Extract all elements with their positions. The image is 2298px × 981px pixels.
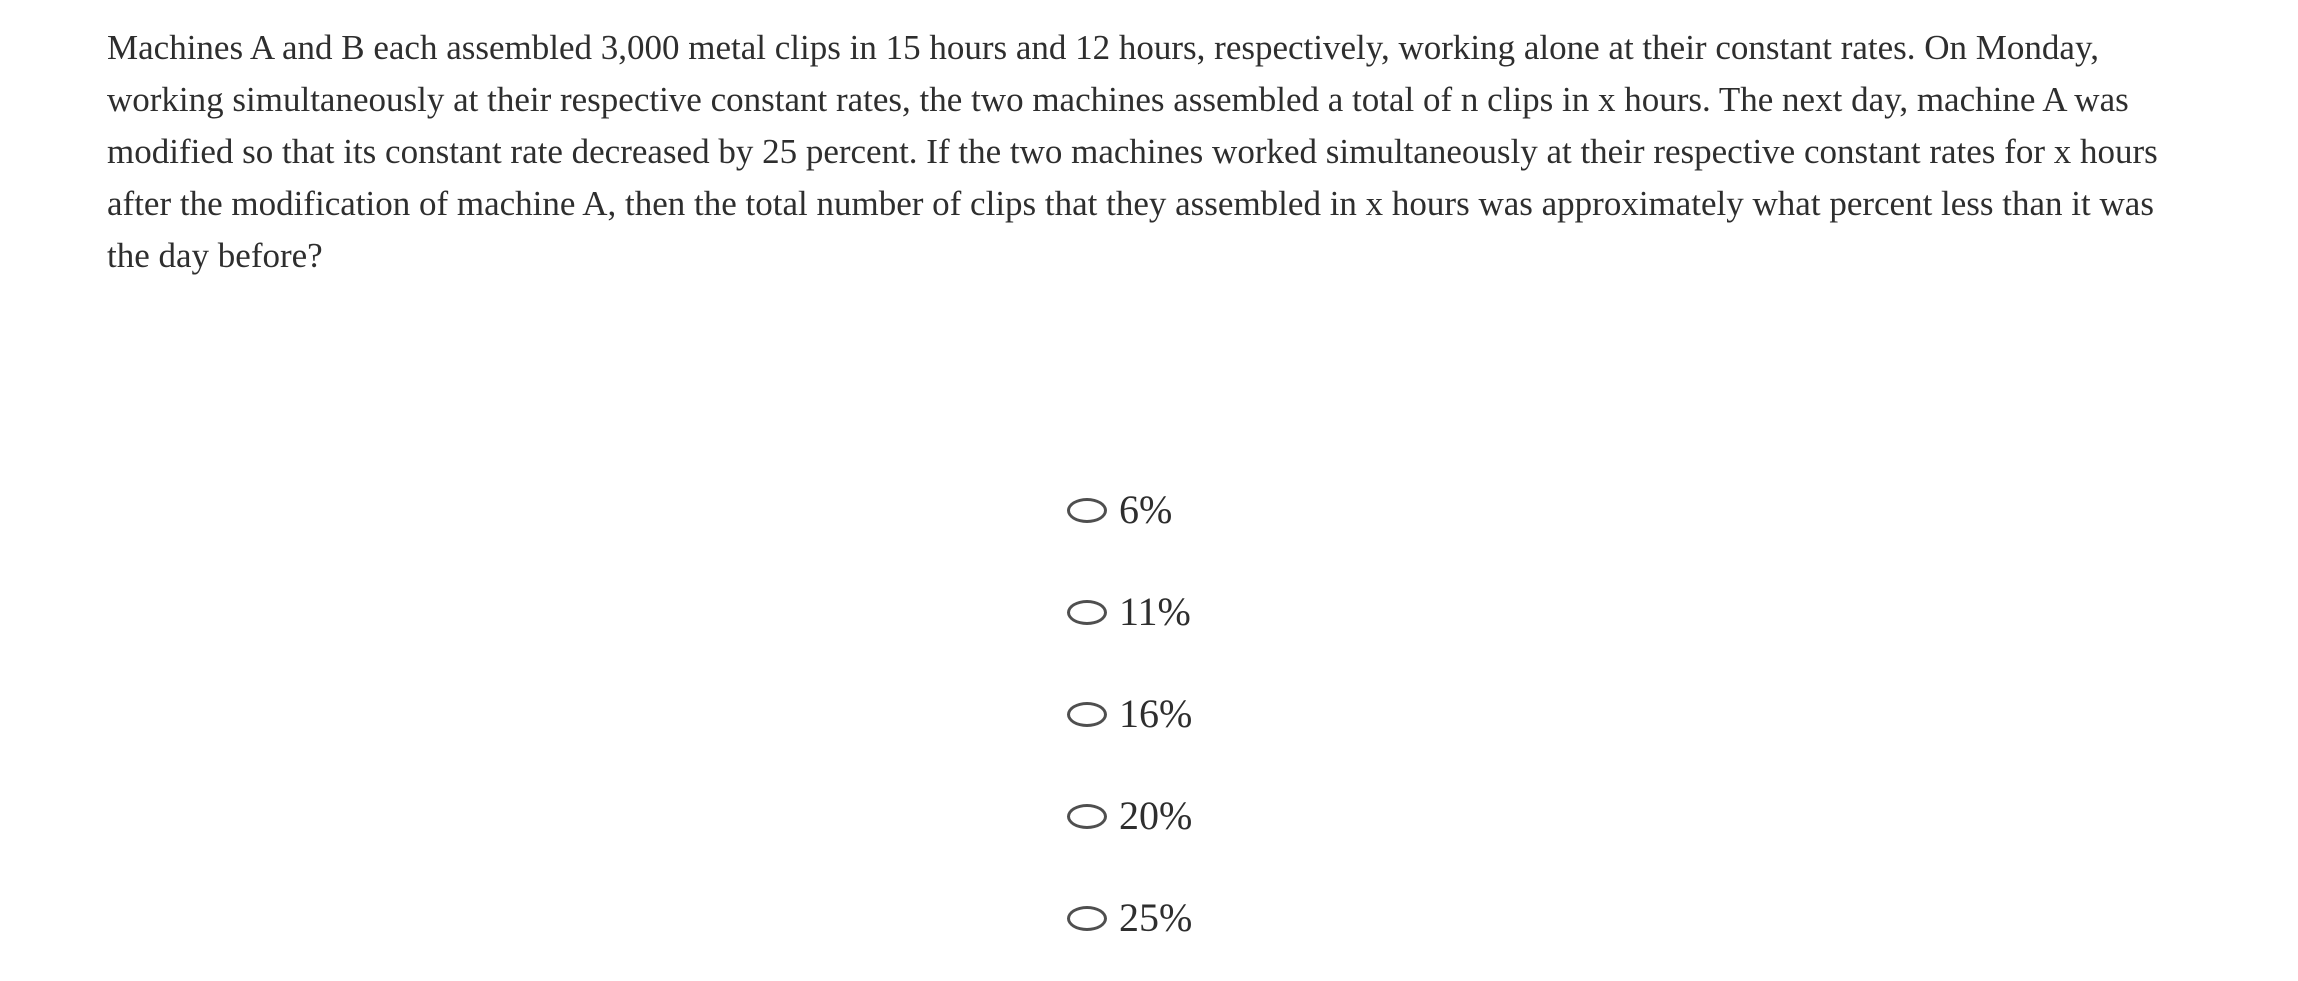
option-label[interactable]: 6% <box>1119 487 1173 532</box>
option-label[interactable]: 25% <box>1119 895 1193 940</box>
question-text: Machines A and B each assembled 3,000 metal clips in 15 hours and 12 hours, respectively, working alone at their constant rates. On Monday, working simultaneously at their respective constant rates, the two machines assembled a total of n clips in x hours. The next day, machine A was modified so that its constant rate decreased by 25 percent. If the two machines worked simultaneously at their respective constant rates for x hours after the modification of machine A, then the total number of clips that they assembled in x hours was approximately what percent less than it was the day before? <box>107 28 2158 275</box>
answer-option[interactable] <box>1067 688 2298 740</box>
option-label[interactable]: 20% <box>1119 793 1193 838</box>
radio-button-icon[interactable] <box>1067 906 1107 931</box>
answer-option[interactable] <box>1067 790 2298 842</box>
option-label[interactable]: 16% <box>1119 691 1193 736</box>
answer-option[interactable] <box>1067 586 2298 638</box>
answer-option[interactable] <box>1067 892 2298 944</box>
answer-option[interactable] <box>1067 484 2298 536</box>
radio-button-icon[interactable] <box>1067 804 1107 829</box>
radio-button-icon[interactable] <box>1067 498 1107 523</box>
option-label[interactable]: 11% <box>1119 589 1191 634</box>
radio-button-icon[interactable] <box>1067 600 1107 625</box>
radio-button-icon[interactable] <box>1067 702 1107 727</box>
answer-options <box>1067 484 2298 944</box>
